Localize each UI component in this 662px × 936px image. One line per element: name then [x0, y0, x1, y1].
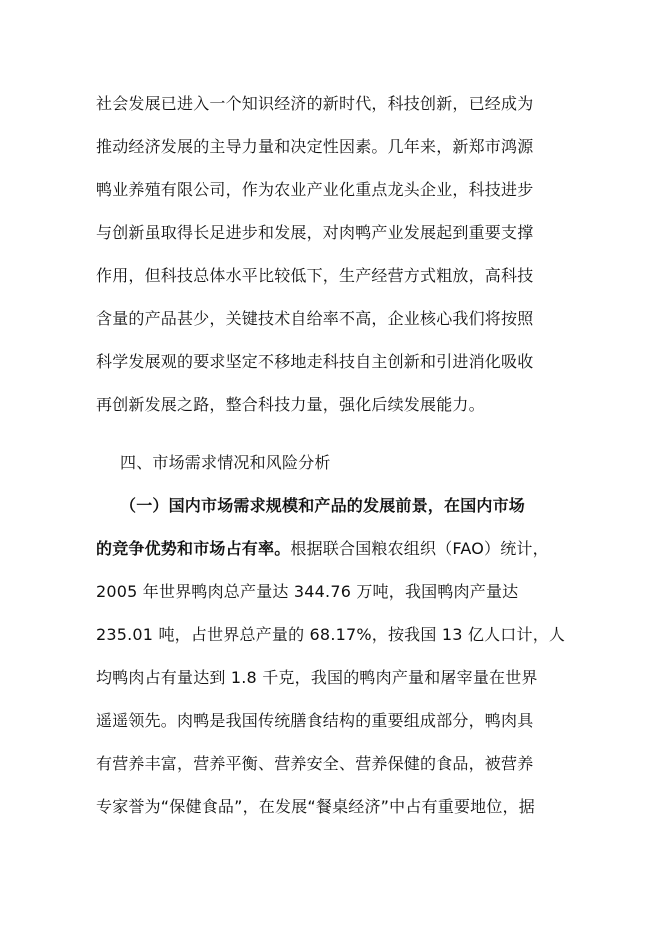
paragraph-line: 有营养丰富，营养平衡、营养安全、营养保健的食品，被营养 — [96, 754, 534, 773]
subsection-heading: （一）国内市场需求规模和产品的发展前景，在国内市场 — [120, 496, 526, 515]
paragraph-line: 遥遥领先。肉鸭是我国传统膳食结构的重要组成部分，鸭肉具 — [96, 711, 534, 730]
subsection-heading-continuation — [96, 538, 566, 560]
paragraph-line: 与创新虽取得长足进步和发展，对肉鸭产业发展起到重要支撑 — [96, 223, 534, 242]
paragraph-line: 社会发展已进入一个知识经济的新时代，科技创新，已经成为 — [96, 94, 534, 113]
paragraph-line: 鸭业养殖有限公司，作为农业产业化重点龙头企业，科技进步 — [96, 180, 534, 199]
paragraph-line: 均鸭肉占有量达到 1.8 千克，我国的鸭肉产量和屠宰量在世界 — [96, 668, 538, 687]
paragraph-text: 根据联合国粮农组织（FAO）统计， — [290, 539, 549, 558]
paragraph-line: 再创新发展之路，整合科技力量，强化后续发展能力。 — [96, 395, 485, 414]
paragraph-line: 作用，但科技总体水平比较低下，生产经营方式粗放，高科技 — [96, 266, 534, 285]
paragraph-line: 含量的产品甚少，关键技术自给率不高，企业核心我们将按照 — [96, 309, 534, 328]
paragraph-line: 2005 年世界鸭肉总产量达 344.76 万吨，我国鸭肉产量达 — [96, 582, 519, 601]
paragraph-line: 专家誉为“保健食品”，在发展“餐桌经济”中占有重要地位，据 — [96, 797, 535, 816]
paragraph-line: 推动经济发展的主导力量和决定性因素。几年来，新郑市鸿源 — [96, 137, 534, 156]
subsection-heading-tail: 的竞争优势和市场占有率。 — [96, 539, 291, 558]
paragraph-line: 科学发展观的要求坚定不移地走科技自主创新和引进消化吸收 — [96, 352, 534, 371]
section-heading: 四、市场需求情况和风险分析 — [120, 453, 331, 472]
paragraph-line: 235.01 吨，占世界总产量的 68.17%，按我国 13 亿人口计，人 — [96, 625, 566, 644]
